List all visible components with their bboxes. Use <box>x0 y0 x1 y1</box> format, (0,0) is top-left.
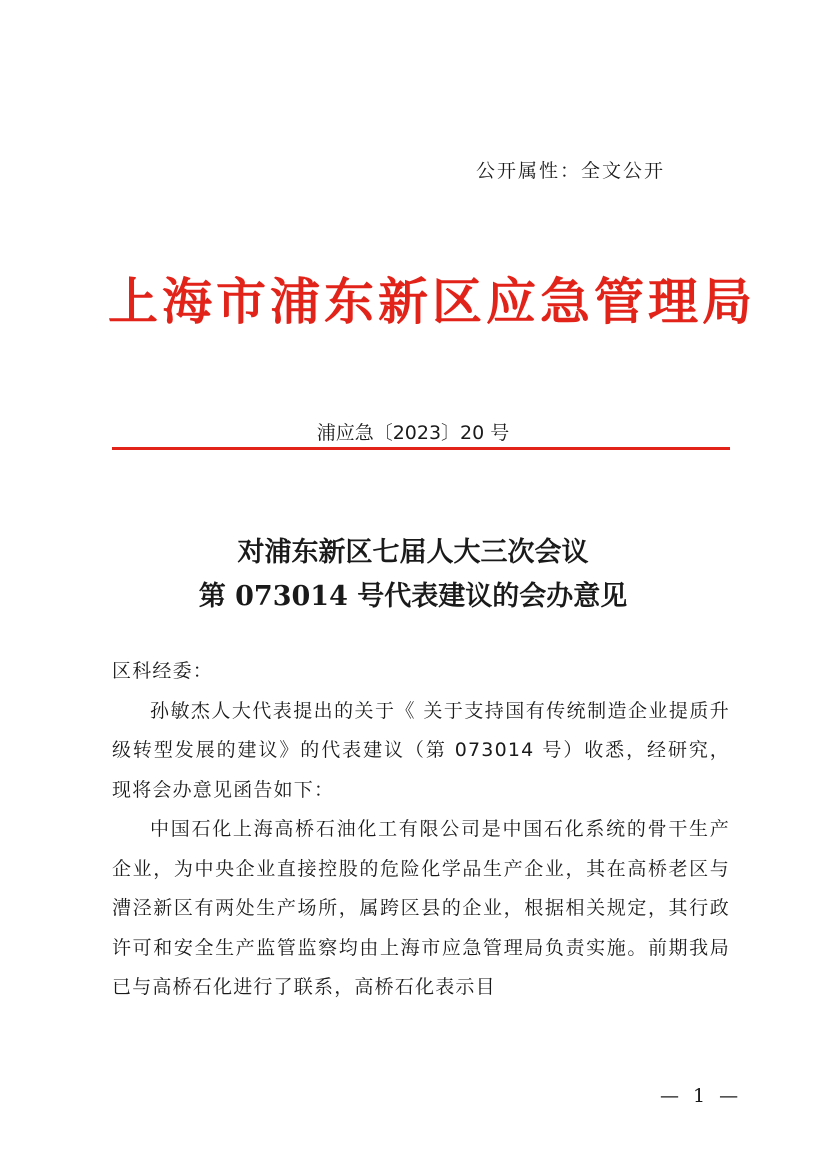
issuing-agency-heading: 上海市浦东新区应急管理局 <box>108 272 756 331</box>
paragraph-2: 中国石化上海高桥石油化工有限公司是中国石化系统的骨干生产企业，为中央企业直接控股的危险化学品生产企业，其在高桥老区与漕泾新区有两处生产场所，属跨区县的企业，根据相关规定，其行政许可和安全生产监管监察均由上海市应急管理局负责实施。前期我局已与高桥石化进行了联系，高桥石化表示目 <box>112 818 730 998</box>
disclosure-attribute: 公开属性：全文公开 <box>476 160 666 182</box>
document-title-line2: 第 073014 号代表建议的会办意见 <box>198 581 628 612</box>
paragraph-1: 孙敏杰人大代表提出的关于《 关于支持国有传统制造企业提质升级转型发展的建议》的代表建议（第 073014 号）收悉，经研究，现将会办意见函告如下： <box>112 699 730 801</box>
document-title-line1: 对浦东新区七届人大三次会议 <box>237 537 589 568</box>
red-divider-line <box>112 447 730 450</box>
document-body <box>112 652 730 1008</box>
page-number: — 1 — <box>660 1085 743 1107</box>
document-number: 浦应急〔2023〕20 号 <box>316 422 510 444</box>
salutation: 区科经委： <box>112 660 214 682</box>
